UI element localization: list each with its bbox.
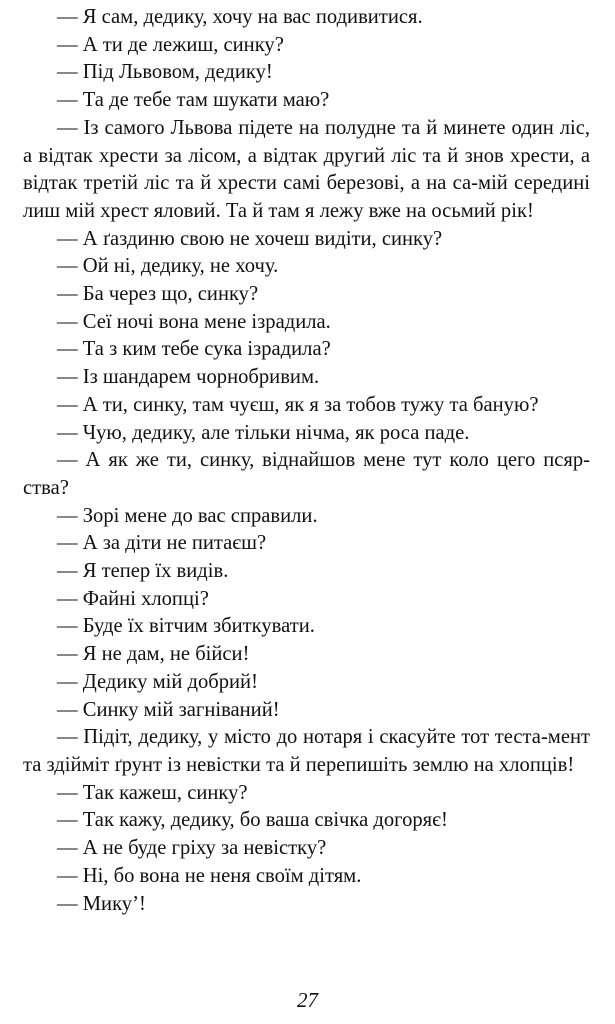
dialogue-line: — Та з ким тебе сука ізрадила? <box>57 338 331 361</box>
dialogue-line: — Чую, дедику, але тільки нічма, як роса паде. <box>57 421 470 444</box>
dialogue-line: — Ба через що, синку? <box>57 283 259 306</box>
dialogue-line: — Мику’! <box>57 892 146 915</box>
page-text-body <box>23 4 590 918</box>
dialogue-line: — Зорі мене до вас справили. <box>57 504 318 527</box>
dialogue-line: — Сеї ночі вона мене ізрадила. <box>57 310 331 333</box>
dialogue-line: — А за діти не питаєш? <box>57 532 267 555</box>
dialogue-line: — Буде їх вітчим збиткувати. <box>57 615 315 638</box>
dialogue-line: — Із шандарем чорнобривим. <box>57 366 320 389</box>
dialogue-line: — Я не дам, не бійси! <box>57 643 250 666</box>
dialogue-line: — Під Львовом, дедику! <box>57 61 273 84</box>
dialogue-line: — Так кажу, дедику, бо ваша свічка догоряє! <box>57 809 448 832</box>
dialogue-line: — Із самого Львова підете на полудне та й минете один ліс, а відтак хрести за лісом, а відтак другий ліс та й знов хрести, а відтак третій ліс та й хрести самі березові, а на са-мій середині лиш мій хрест яловий. Та й там я лежу вже на осьмий рік! <box>23 116 590 222</box>
dialogue-line: — Синку мій загніваний! <box>57 698 280 721</box>
dialogue-line: — Підіт, дедику, у місто до нотаря і скасуйте тот теста-мент та здійміт ґрунт із невістки та й перепишіть землю на хлопців! <box>23 726 590 776</box>
dialogue-line: — Файні хлопці? <box>57 587 209 610</box>
dialogue-line: — А ти, синку, там чуєш, як я за тобов тужу та баную? <box>57 393 539 416</box>
dialogue-line: — А як же ти, синку, віднайшов мене тут коло цего псяр-ства? <box>23 449 590 499</box>
dialogue-line: — А ґаздиню свою не хочеш видіти, синку? <box>57 227 443 250</box>
dialogue-line: — Я сам, дедику, хочу на вас подивитися. <box>57 6 423 28</box>
dialogue-line: — А ти де лежиш, синку? <box>57 33 284 56</box>
dialogue-line: — Ні, бо вона не неня своїм дітям. <box>57 864 362 887</box>
dialogue-line: — Так кажеш, синку? <box>57 781 248 804</box>
dialogue-line: — Дедику мій добрий! <box>57 670 258 693</box>
dialogue-line: — Ой ні, дедику, не хочу. <box>57 255 279 278</box>
page-number: 27 <box>297 988 318 1012</box>
dialogue-line: — А не буде гріху за невістку? <box>57 837 327 860</box>
dialogue-line: — Я тепер їх видів. <box>57 560 229 583</box>
dialogue-line: — Та де тебе там шукати маю? <box>57 89 330 112</box>
